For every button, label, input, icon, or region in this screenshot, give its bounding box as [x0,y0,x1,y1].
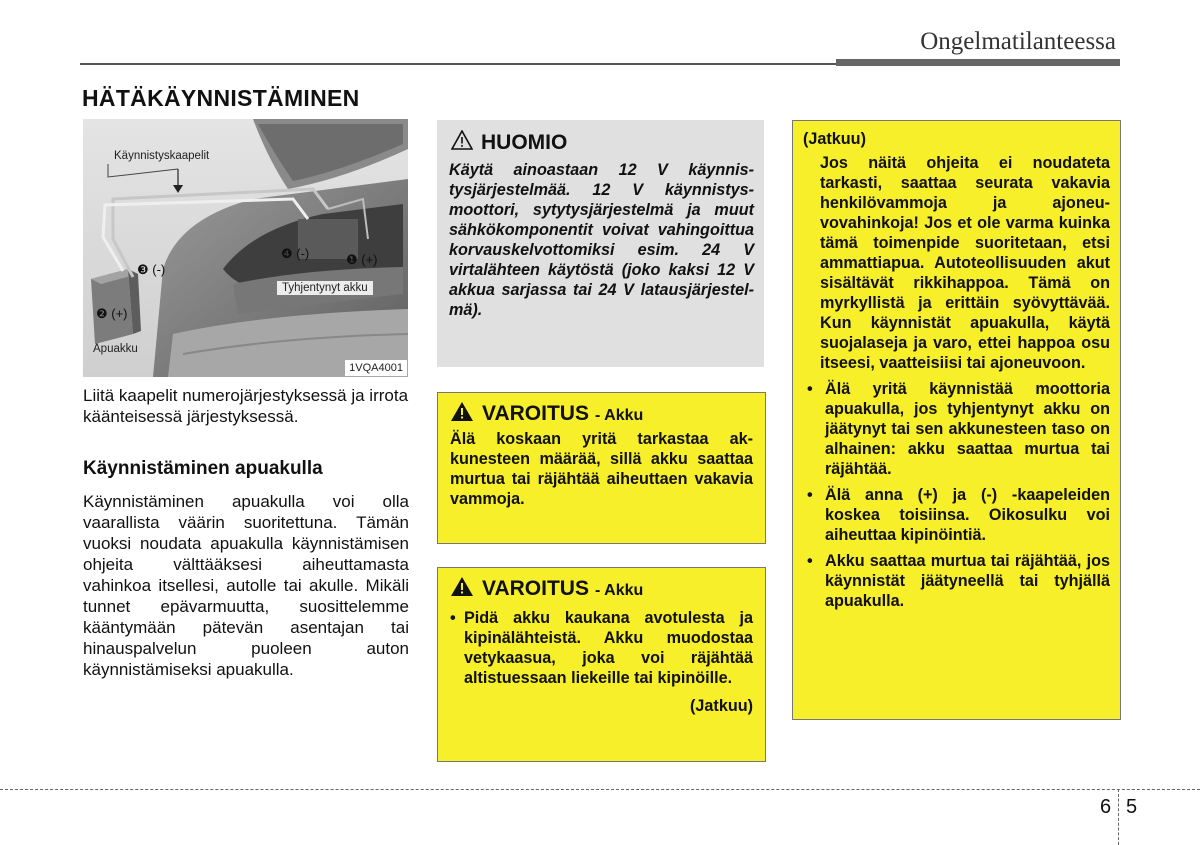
continued-heading: (Jatkuu) [803,130,866,148]
warning-2-bullet-text: Pidä akku kaukana avotulesta ja kipinälähteistä. Akku muodostaa vetykaasua, joka voi räjähtää altistuessaan liekeille tai kipinöille. [464,609,753,687]
warning-2-bullet [450,608,753,688]
dead-battery-label: Tyhjentynyt akku [277,281,373,295]
continued-bullet-1-text: Älä yritä käynnistää moottoria apuakulla, jos tyhjentynyt akku on jäätynyt tai sen akkunesteen taso on alhainen: akku saattaa murtua tai räjähtää. [825,380,1110,478]
warning-box-1 [437,392,766,544]
jump-start-illustration [83,119,408,377]
callout-4: ❹ (-) [281,246,310,261]
warning-2-title: VAROITUS [482,577,589,600]
aux-battery-label: Apuakku [93,343,138,355]
running-header: Ongelmatilanteessa [920,28,1116,55]
callout-1: ❶ (+) [346,252,378,267]
continued-bullet-3-text: Akku saattaa murtua tai räjähtää, jos käynnistät jäätyneellä tai tyhjällä apuakulla. [825,552,1110,610]
bullet-marker: • [807,380,813,398]
warning-triangle-icon [450,576,474,602]
warning-1-text: Älä koskaan yritä tarkastaa akkunesteen määrää, sillä akku saattaa murtua tai räjähtää aiheuttaen vakavia vammoja. [450,430,753,508]
caution-box [437,120,764,367]
warning-1-title: VAROITUS [482,402,589,425]
continued-bullet-3 [803,551,1110,611]
warning-triangle-icon [450,401,474,427]
header-bar [836,59,1120,66]
bullet-marker: • [807,552,813,570]
callout-2: ❷ (+) [96,306,128,321]
body-paragraph: Käynnistäminen apuakulla voi olla vaarallista väärin suoritettuna. Tämän vuoksi noudata apuakulla käynnistämisen ohjeita välttääksesi aiheuttamasta vahinkoa itsellesi, autolle tai akulle. Mikäli tunnet epävarmuutta, suosittelemme kääntymään pätevän asentajan tai hinauspalvelun puoleen auton käynnistämiseksi apuakulla. [83,492,409,679]
warning-1-subtitle: - Akku [594,407,644,424]
caution-triangle-icon [451,130,473,156]
warning-box-2 [437,567,766,762]
subheading: Käynnistäminen apuakulla [83,458,323,479]
continued-marker: (Jatkuu) [690,697,753,715]
caution-title: HUOMIO [481,131,568,154]
chapter-number: 6 [1100,796,1112,818]
bullet-marker: • [450,609,456,627]
bullet-marker: • [807,486,813,504]
warning-2-subtitle: - Akku [594,582,644,599]
footer-rule [0,789,1200,790]
footer-separator [1118,789,1119,845]
continued-bullet-2 [803,485,1110,545]
continued-intro: Jos näitä ohjeita ei noudateta tarkasti, saattaa seurata vakavia henkilövammoja ja ajoneuvovahinkoja! Jos et ole varma kuinka tämä toimenpide suoritetaan, etsi ammattiapua. Autoteollisuuden akut sisältävät rikkihappoa. Tämä on myrkyllistä ja erittäin syövyttävää. Kun käynnistät apuakulla, käytä suojalaseja ja varo, ettei happoa osu itseesi, vaatteisiisi tai ajoneuvoon. [820,154,1110,372]
continued-bullet-1 [803,379,1110,479]
caution-text: Käytä ainoastaan 12 V käynnistysjärjestelmää. 12 V käynnistysmoottori, sytytysjärjestelmä ja muut sähkökomponentit voivat vahingoittua korvauskelvottomiksi esim. 24 V virtalähteen käytöstä (joko kaksi 12 V akkua sarjassa tai 24 V latausjärjestelmä). [449,161,754,319]
figure-code: 1VQA4001 [345,360,407,376]
figure-caption: Liitä kaapelit numerojärjestyksessä ja irrota käänteisessä järjestyksessä. [83,386,409,426]
cables-label: Käynnistyskaapelit [114,150,210,162]
continued-bullet-2-text: Älä anna (+) ja (-) -kaapeleiden koskea toisiinsa. Oikosulku voi aiheuttaa kipinöintiä. [825,486,1110,544]
callout-3: ❸ (-) [137,262,166,277]
page-number: 5 [1126,796,1138,818]
continued-warning-box [792,120,1121,720]
page-title: HÄTÄKÄYNNISTÄMINEN [82,85,360,111]
